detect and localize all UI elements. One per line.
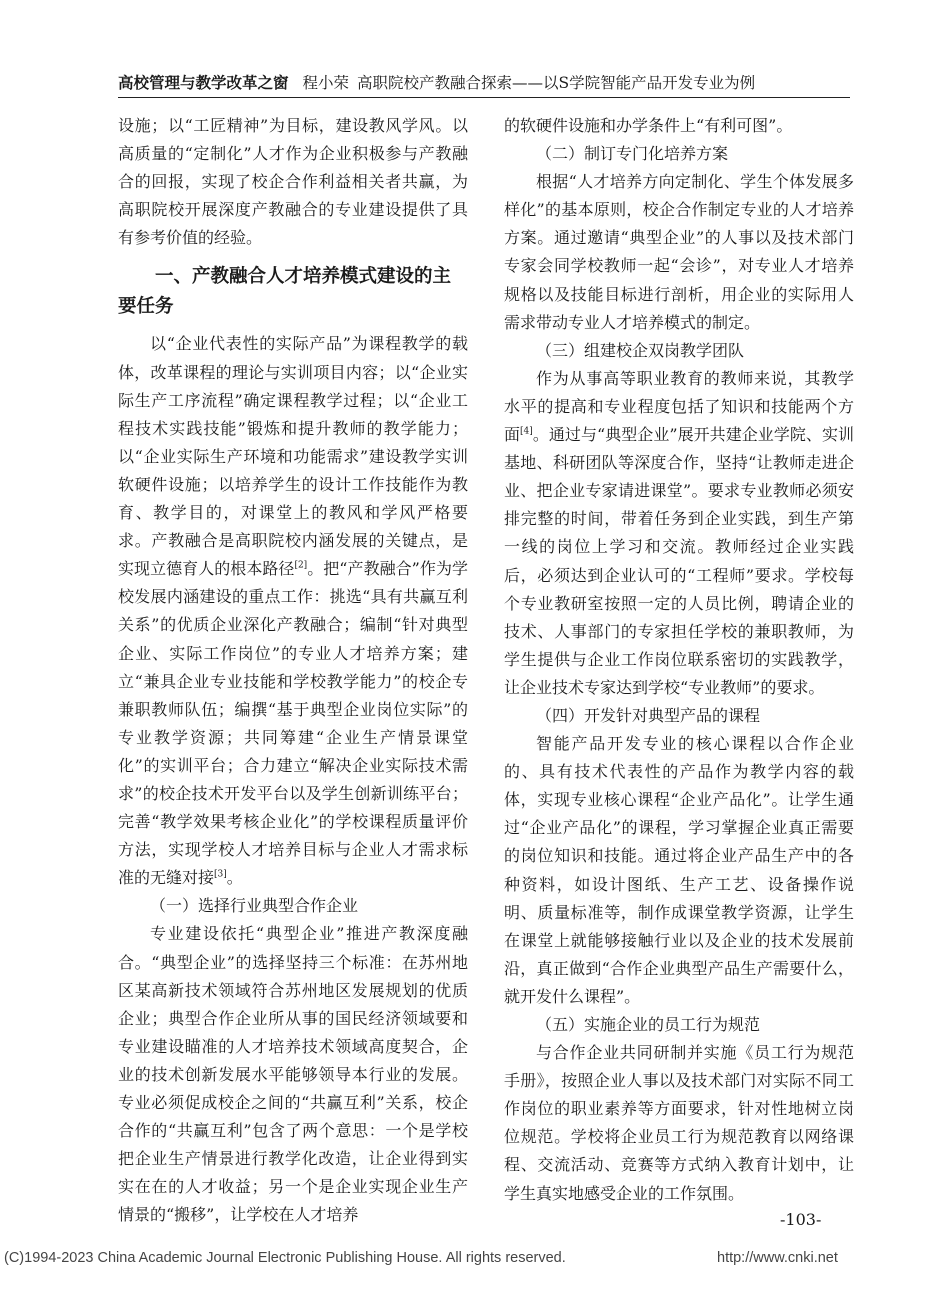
article-title: 高职院校产教融合探索——以S学院智能产品开发专业为例 [357,74,756,92]
author-name: 程小荣 [302,74,350,92]
paragraph: 设施；以“工匠精神”为目标，建设教风学风。以高质量的“定制化”人才作为企业积极参与产教融合的回报，实现了校企合作利益相关者共赢，为高职院校开展深度产教融合的专业建设提供了具有参考价值的经验。 [118,116,468,248]
paragraph: 智能产品开发专业的核心课程以合作企业的、具有技术代表性的产品作为教学内容的载体，实现专业核心课程“企业产品化”。让学生通过“企业产品化”的课程，学习掌握企业真正需要的岗位知识和技能。通过将企业产品生产中的各种资料，如设计图纸、生产工艺、设备操作说明、质量标准等，制作成课堂教学资源，让学生在课堂上就能够接触行业以及企业的技术发展前沿，真正做到“合作企业典型产品生产需要什么，就开发什么课程”。 [504,734,854,1006]
paragraph [504,365,854,702]
running-header [118,72,850,94]
citation-ref: [3] [214,869,227,880]
paragraph: 专业建设依托“典型企业”推进产教深度融合。“典型企业”的选择坚持三个标准：在苏州地区某高新技术领域符合苏州地区发展规划的优质企业；典型合作企业所从事的国民经济领域要和专业建设瞄准的人才培养技术领域高度契合，企业的技术创新发展水平能够领导本行业的发展。专业必须促成校企之间的“共赢互利”关系，校企合作的“共赢互利”包含了两个意思：一个是学校把企业生产情景进行教学化改造，让企业得到实实在在的人才收益；另一个是企业实现企业生产情景的“搬移”，让学校在人才培养 [118,924,468,1225]
text-run: 作为从事高等职业教育的教师来说，其教学水平的提高和专业程度包括了知识和技能两个方面 [504,368,854,445]
paragraph: 的软硬件设施和办学条件上“有利可图”。 [504,116,793,135]
paragraph [118,330,468,892]
paragraph: 根据“人才培养方向定制化、学生个体发展多样化”的基本原则，校企合作制定专业的人才培养方案。通过邀请“典型企业”的人事以及技术部门专家会同学校教师一起“会诊”，对专业人才培养规格以及技能目标进行剖析，用企业的实际用人需求带动专业人才培养模式的制定。 [504,172,854,332]
left-column [118,112,468,1229]
text-run: 。把“产教融合”作为学校发展内涵建设的重点工作：挑选“具有共赢互利关系”的优质企业深化产教融合；编制“针对典型企业、实际工作岗位”的专业人才培养方案；建立“兼具企业专业技能和学校教学能力”的校企专兼职教师队伍；编撰“基于典型企业岗位实际”的专业教学资源；共同筹建“企业生产情景课堂化”的实训平台；合力建立“解决企业实际技术需求”的校企技术开发平台以及学生创新训练平台；完善“教学效果考核企业化”的学校课程质量评价方法，实现学校人才培养目标与企业人才需求标准的无缝对接 [118,559,468,888]
subsection-heading: （三）组建校企双岗教学团队 [536,340,745,360]
subsection-heading: （四）开发针对典型产品的课程 [536,705,761,725]
copyright-footer [4,1250,944,1266]
right-column [504,112,854,1208]
section-heading: 一、产教融合人才培养模式建设的主要任务 [118,266,452,318]
header-rule [118,97,850,98]
subsection-heading: （五）实施企业的员工行为规范 [536,1015,761,1034]
footer-link[interactable]: http://www.cnki.net [717,1250,838,1266]
page-number: -103- [780,1210,822,1229]
paragraph: 与合作企业共同研制并实施《员工行为规范手册》，按照企业人事以及技术部门对实际不同工作岗位的职业素养等方面要求，针对性地树立岗位规范。学校将企业员工行为规范教育以网络课程、交流活动、竞赛等方式纳入教育计划中，让学生真实地感受企业的工作氛围。 [504,1043,854,1203]
citation-ref: [4] [520,426,533,437]
journal-column-name: 高校管理与教学改革之窗 [118,74,289,92]
text-run: 以“企业代表性的实际产品”为课程教学的载体，改革课程的理论与实训项目内容；以“企业实际生产工序流程”确定课程教学过程；以“企业工程技术实践技能”锻炼和提升教师的教学能力；以“企业实际生产环境和功能需求”建设教学实训软硬件设施；以培养学生的设计工作技能作为教育、教学目的，对课堂上的教风和学风严格要求。产教融合是高职院校内涵发展的关键点，是实现立德育人的根本路径 [118,334,468,579]
text-run: 。通过与“典型企业”展开共建企业学院、实训基地、科研团队等深度合作，坚持“让教师走进企业、把企业专家请进课堂”。要求专业教师必须安排完整的时间，带着任务到企业实践，到生产第一线的岗位上学习和交流。教师经过企业实践后，必须达到企业认可的“工程师”要求。学校每个专业教研室按照一定的人员比例，聘请企业的技术、人事部门的专家担任学校的兼职教师，为学生提供与企业工作岗位联系密切的实践教学，让企业技术专家达到学校“专业教师”的要求。 [504,425,854,697]
copyright-text: (C)1994-2023 China Academic Journal Electronic Publishing House. All rights reserved. [4,1250,566,1266]
subsection-heading: （二）制订专门化培养方案 [536,144,729,164]
citation-ref: [2] [294,560,308,571]
subsection-heading: （一）选择行业典型合作企业 [150,896,359,916]
text-run: 。 [226,868,243,888]
